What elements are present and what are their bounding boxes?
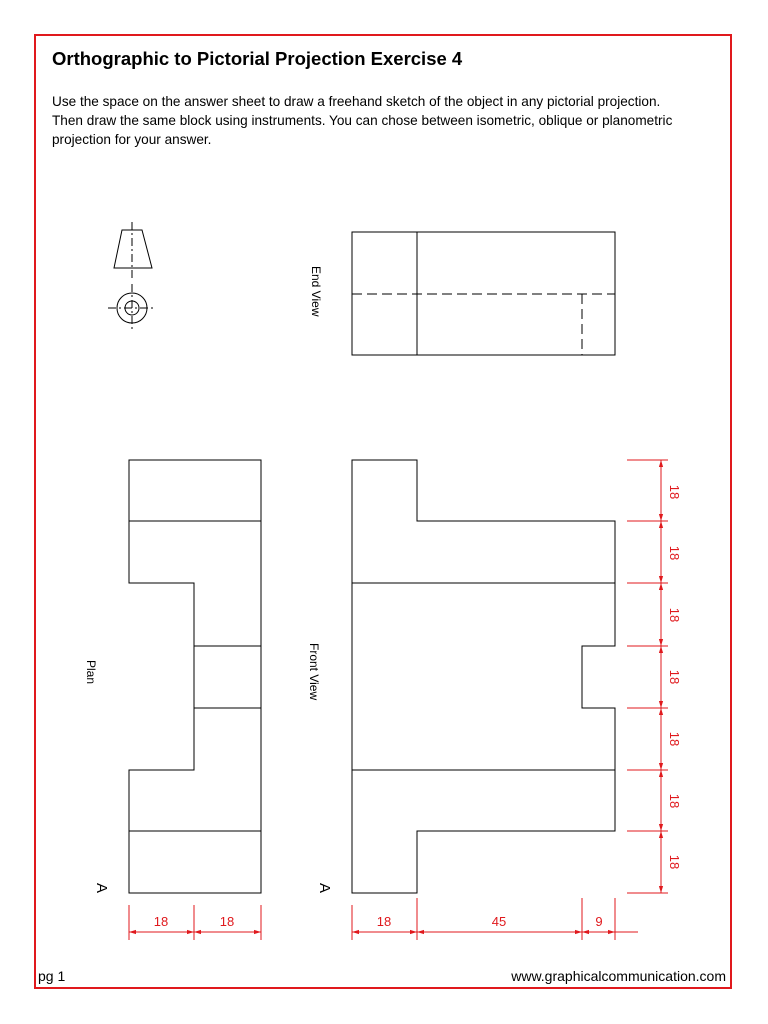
plan-view-drawing [129, 460, 261, 893]
front-view-drawing [352, 460, 615, 893]
page-title: Orthographic to Pictorial Projection Exercise 4 [52, 48, 463, 69]
height-dim-6: 18 [667, 793, 682, 809]
dimension-lines [129, 460, 668, 940]
front-dim-1: 18 [376, 914, 392, 929]
height-dim-5: 18 [667, 731, 682, 747]
plan-dim-1: 18 [153, 914, 169, 929]
front-dim-2: 45 [491, 914, 507, 929]
website-link[interactable]: www.graphicalcommunication.com [511, 968, 726, 984]
view-a-label-front: A [316, 883, 333, 894]
height-dim-3: 18 [667, 607, 682, 623]
end-view-label: End View [309, 266, 323, 317]
plan-dim-2: 18 [219, 914, 235, 929]
instructions-text: Use the space on the answer sheet to draw a freehand sketch of the object in any pictorial projection. Then draw the same block using instruments. You can chose between isometric, oblique or planometric projection for your answer. [52, 94, 673, 147]
height-dim-2: 18 [667, 545, 682, 561]
plan-label: Plan [84, 660, 98, 685]
page-number: pg 1 [38, 968, 66, 984]
end-view-drawing [352, 232, 615, 355]
height-dim-4: 18 [667, 669, 682, 685]
height-dim-7: 18 [667, 854, 682, 870]
projection-symbol-icon [108, 222, 156, 332]
view-a-label-plan: A [93, 883, 110, 894]
height-dim-1: 18 [667, 484, 682, 500]
front-dim-3: 9 [595, 914, 603, 929]
front-view-label: Front View [307, 643, 321, 701]
